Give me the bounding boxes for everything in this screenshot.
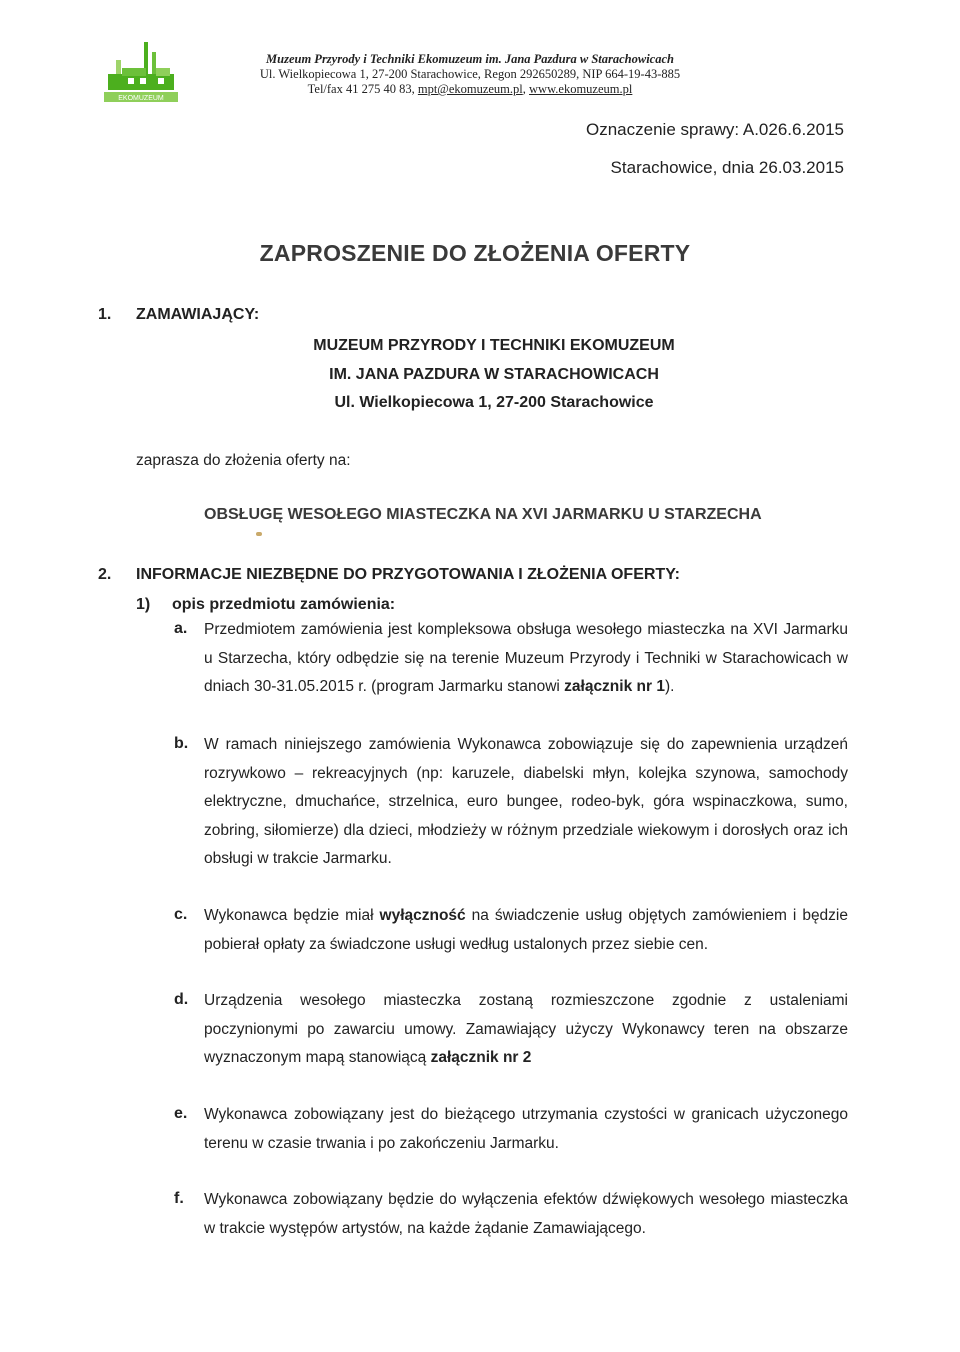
- case-number: Oznaczenie sprawy: A.026.6.2015: [586, 120, 844, 139]
- letterhead-address: Ul. Wielkopiecowa 1, 27-200 Starachowice, Regon 292650289, NIP 664-19-43-885: [259, 67, 681, 81]
- document-title: ZAPROSZENIE DO ZŁOŻENIA OFERTY: [259, 240, 691, 266]
- subsection-number: 1): [136, 596, 151, 613]
- item-text-c-tail: na świadczenie usług objętych zamówieniem i będzie pobierał opłaty za świadczone usługi według ustalonych przez siebie cen.: [204, 907, 848, 953]
- item-text-a-bold: załącznik nr 1: [564, 678, 665, 696]
- email-link[interactable]: mpt@ekomuzeum.pl: [417, 82, 523, 96]
- item-letter-b: b.: [174, 735, 189, 752]
- subsection-heading: opis przedmiotu zamówienia:: [172, 596, 396, 613]
- org-name-line2: IM. JANA PAZDURA W STARACHOWICACH: [329, 366, 659, 383]
- letterhead-contact: [190, 82, 750, 97]
- letterhead-phone: Tel/fax 41 275 40 83,: [307, 82, 418, 96]
- item-text-c: [204, 902, 848, 959]
- item-text-c-bold: wyłączność: [379, 907, 466, 924]
- section-1-number: 1.: [98, 306, 112, 323]
- item-text-d-main: Urządzenia wesołego miasteczka zostaną rozmieszczone zgodnie z ustaleniami poczynionymi po zawarciu umowy. Zamawiający użyczy Wykonawcy teren na obszarze wyznaczonym mapą stanowiącą: [204, 992, 848, 1067]
- section-1-heading: ZAMAWIAJĄCY:: [136, 306, 260, 323]
- offer-subject: OBSŁUGĘ WESOŁEGO MIASTECZKA NA XVI JARMARKU U STARZECHA: [204, 506, 762, 523]
- museum-logo: [100, 38, 182, 104]
- place-date: Starachowice, dnia 26.03.2015: [610, 158, 844, 177]
- item-letter-c: c.: [174, 906, 188, 923]
- item-text-e: Wykonawca zobowiązany jest do bieżącego utrzymania czystości w granicach użyczonego terenu w czasie trwania i po zakończeniu Jarmarku.: [204, 1106, 848, 1152]
- item-text-f: Wykonawca zobowiązany będzie do wyłączenia efektów dźwiękowych wesołego miasteczka w trakcie występów artystów, na każde żądanie Zamawiającego.: [204, 1191, 848, 1237]
- factory-icon: [100, 38, 182, 104]
- org-address: Ul. Wielkopiecowa 1, 27-200 Starachowice: [334, 394, 654, 411]
- letterhead-name: Muzeum Przyrody i Techniki Ekomuzeum im. Jana Pazdura w Starachowicach: [266, 52, 674, 66]
- item-letter-e: e.: [174, 1105, 188, 1122]
- item-text-d-bold: załącznik nr 2: [430, 1049, 532, 1067]
- item-letter-f: f.: [174, 1190, 184, 1207]
- scan-speck: [256, 532, 262, 536]
- letterhead: [190, 52, 750, 97]
- org-name: MUZEUM PRZYRODY I TECHNIKI EKOMUZEUM: [313, 337, 675, 354]
- website-link[interactable]: www.ekomuzeum.pl: [529, 82, 633, 96]
- item-text-b: W ramach niniejszego zamówienia Wykonawca zobowiązuje się do zapewnienia urządzeń rozrywkowo – rekreacyjnych (np: karuzele, diabelski młyn, kolejka szynowa, samochody elektryczne, dmuchańce, strzelnica, euro bungee, rodeo-byk, góra wspinaczkowa, sumo, zobring, siłomierze) dla dzieci, młodzieży w różnym przedziale wiekowym i dorosłych oraz ich obsługi w trakcie Jarmarku.: [204, 736, 848, 868]
- section-2-number: 2.: [98, 566, 112, 583]
- item-text-a: [204, 616, 848, 702]
- letterhead-separator: ,: [522, 82, 530, 96]
- svg-text:EKOMUZEUM: EKOMUZEUM: [118, 95, 164, 102]
- item-letter-d: d.: [174, 991, 189, 1008]
- item-letter-a: a.: [174, 620, 188, 637]
- invite-text: zaprasza do złożenia oferty na:: [136, 452, 351, 469]
- item-text-a-main: Przedmiotem zamówienia jest kompleksowa obsługa wesołego miasteczka na XVI Jarmarku u Starzecha, który odbędzie się na terenie Muzeum Przyrody i Techniki w Starachowicach w dniach 30-31.05.2015 r. (program Jarmarku stanowi: [204, 621, 848, 696]
- item-text-d: [204, 987, 848, 1073]
- item-text-a-tail: ).: [664, 678, 675, 696]
- section-2-heading: INFORMACJE NIEZBĘDNE DO PRZYGOTOWANIA I ZŁOŻENIA OFERTY:: [136, 566, 681, 583]
- item-text-c-main: Wykonawca będzie miał: [204, 907, 380, 924]
